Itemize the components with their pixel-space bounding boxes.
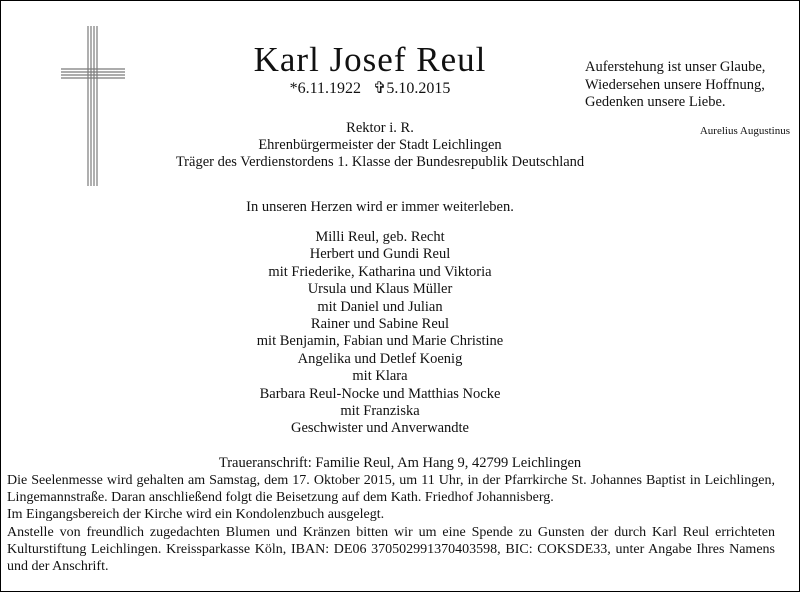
death-cross-icon: ✞ <box>373 80 387 97</box>
mourner-line: Ursula und Klaus Müller <box>307 281 453 298</box>
service-notes <box>7 472 775 575</box>
mourners-list <box>130 229 630 438</box>
mourner-line: Herbert und Gundi Reul <box>309 246 451 263</box>
notes-paragraph: Die Seelenmesse wird gehalten am Samstag, dem 17. Oktober 2015, um 11 Uhr, in der Pfarrkirche St. Johannes Baptist in Leichlingen, Lingemannstraße. Daran anschließend folgt die Beisetzung auf dem Kath. Friedhof Johannisberg. <box>7 473 775 506</box>
title-line: Rektor i. R. <box>346 120 414 136</box>
notes-paragraph: Anstelle von freundlich zugedachten Blumen und Kränzen bitten wir um eine Spende zu Gunsten der durch Karl Reul errichteten Kulturstiftung Leichlingen. Kreissparkasse Köln, IBAN: DE06 370502991370403598, BIC: COKSDE33, unter Angabe Ihres Namens und der Anschrift. <box>7 524 775 575</box>
mourner-line: mit Franziska <box>340 403 420 420</box>
mourner-line: mit Friederike, Katharina und Viktoria <box>268 263 492 280</box>
mourner-line: mit Klara <box>352 368 408 385</box>
mourner-line: Milli Reul, geb. Recht <box>315 229 445 245</box>
motto: In unseren Herzen wird er immer weiterleben. <box>246 199 514 215</box>
birth-date: *6.11.1922 <box>289 80 361 97</box>
quote <box>585 59 795 112</box>
quote-line: Wiedersehen unsere Hoffnung, <box>585 76 765 93</box>
mourning-address: Traueranschrift: Familie Reul, Am Hang 9, 42799 Leichlingen <box>218 455 582 471</box>
mourner-line: Barbara Reul-Nocke und Matthias Nocke <box>259 385 501 402</box>
honors-titles <box>130 120 630 171</box>
notes-paragraph: Im Eingangsbereich der Kirche wird ein Kondolenzbuch ausgelegt. <box>7 507 385 523</box>
cross-icon <box>61 26 125 186</box>
mourner-line: Geschwister und Anverwandte <box>291 420 469 437</box>
mourner-line: Angelika und Detlef Koenig <box>297 350 463 367</box>
deceased-name: Karl Josef Reul <box>253 40 487 79</box>
quote-line: Auferstehung ist unser Glaube, <box>585 59 766 75</box>
mourner-line: Rainer und Sabine Reul <box>310 316 450 333</box>
title-line: Ehrenbürgermeister der Stadt Leichlingen <box>258 137 502 153</box>
quote-line: Gedenken unsere Liebe. <box>585 94 726 110</box>
life-dates <box>200 79 540 99</box>
mourner-line: mit Benjamin, Fabian und Marie Christine <box>256 333 504 350</box>
death-date: 5.10.2015 <box>386 80 451 97</box>
title-line: Träger des Verdienstordens 1. Klasse der Bundesrepublik Deutschland <box>175 154 585 170</box>
mourner-line: mit Daniel und Julian <box>317 298 443 315</box>
quote-author: Aurelius Augustinus <box>699 125 790 137</box>
